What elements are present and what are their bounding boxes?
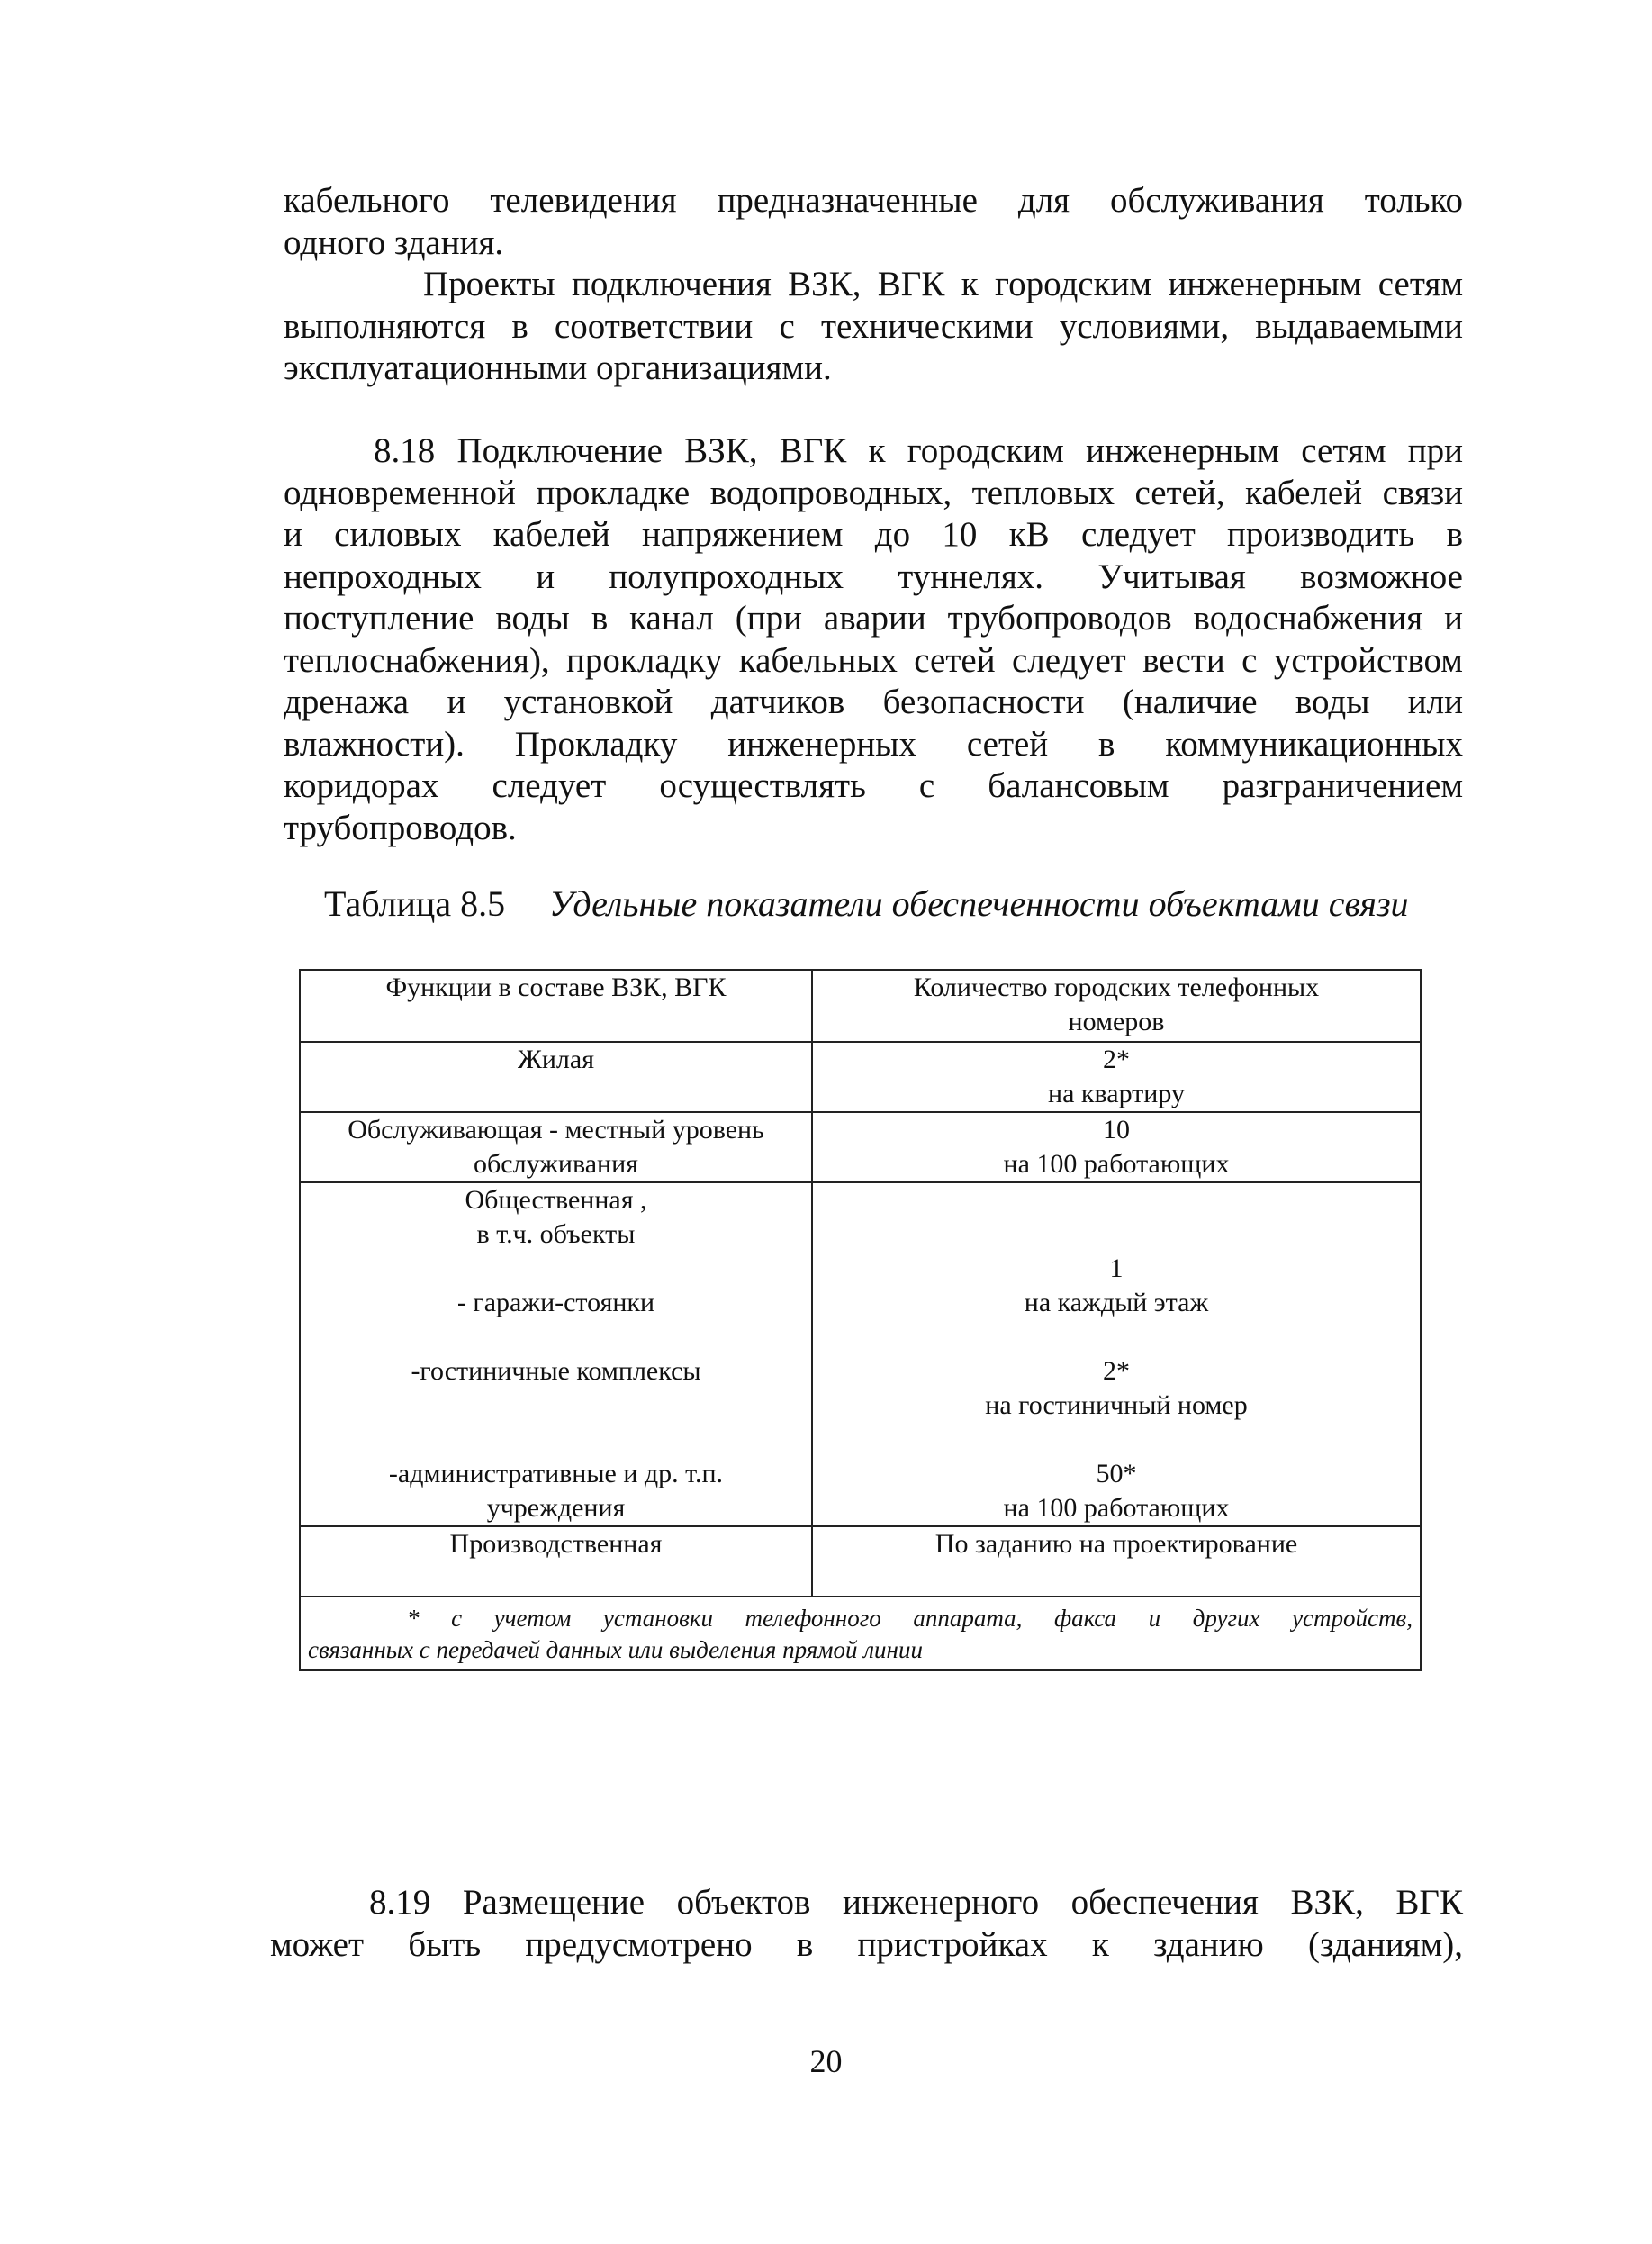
text-line: трубопроводов. [284, 808, 517, 847]
paragraph-cable-tv [284, 180, 1463, 264]
text-line: коридорах следует осуществлять с балансовым разграничением [284, 766, 1463, 805]
text-line: выполняются в соответствии с техническими условиями, выдаваемыми [284, 306, 1463, 346]
table-caption-number: Таблица 8.5 [324, 883, 506, 924]
cell-text: на 100 работающих [1003, 1149, 1230, 1179]
cell-text: Обслуживающая - местный уровень [348, 1115, 764, 1145]
cell-text: Жилая [517, 1045, 595, 1074]
table-row [300, 1526, 1421, 1597]
cell-text: на гостиничный номер [985, 1390, 1248, 1420]
row-name-service [300, 1112, 812, 1182]
row-value-public [812, 1182, 1421, 1526]
cell-text: на квартиру [1048, 1079, 1185, 1108]
table-header-row [300, 970, 1421, 1042]
cell-text: на 100 работающих [1003, 1493, 1230, 1523]
paragraph-8-18 [284, 430, 1463, 849]
cell-text: -административные и др. т.п. [388, 1459, 724, 1488]
table-footnote [300, 1597, 1421, 1670]
table-caption-title: Удельные показатели обеспеченности объектами связи [549, 883, 1409, 924]
spacer [818, 1320, 1414, 1354]
table-caption [324, 882, 1409, 925]
header-numbers-line1: Количество городских телефонных [913, 973, 1320, 1002]
cell-text: -гостиничные комплексы [411, 1356, 701, 1386]
page-number: 20 [809, 2043, 843, 2079]
cell-text: обслуживания [474, 1149, 638, 1179]
text-line: влажности). Прокладку инженерных сетей в коммуникационных [284, 724, 1463, 764]
text-line: и силовых кабелей напряжением до 10 кВ следует производить в [284, 515, 1463, 554]
header-cell-functions [300, 970, 812, 1042]
cell-text: на каждый этаж [1024, 1288, 1209, 1317]
row-value-residential [812, 1042, 1421, 1112]
row-name-residential [300, 1042, 812, 1112]
cell-text: 2* [1103, 1045, 1130, 1074]
header-functions: Функции в составе ВЗК, ВГК [385, 973, 727, 1002]
row-name-public [300, 1182, 812, 1526]
communication-table [299, 969, 1422, 1671]
row-name-industrial [300, 1526, 812, 1597]
text-line: Проекты подключения ВЗК, ВГК к городским инженерным сетям [423, 265, 1463, 303]
table-row [300, 1182, 1421, 1526]
spacer [818, 1183, 1414, 1217]
row-value-service [812, 1112, 1421, 1182]
text-line: может быть предусмотрено в пристройках к зданию (зданиям), [270, 1924, 1463, 1964]
text-line: одновременной прокладке водопроводных, тепловых сетей, кабелей связи [284, 473, 1463, 512]
cell-text: учреждения [486, 1493, 626, 1523]
table-footnote-row [300, 1597, 1421, 1670]
cell-text: Производственная [449, 1529, 663, 1559]
cell-text: в т.ч. объекты [476, 1219, 636, 1249]
cell-text: Общественная , [465, 1185, 647, 1215]
cell-text: 50* [1096, 1459, 1137, 1488]
text-line: 8.18 Подключение ВЗК, ВГК к городским инженерным сетям при [374, 431, 1463, 470]
text-line: кабельного телевидения предназначенные для обслуживания только [284, 181, 1463, 220]
table-row [300, 1042, 1421, 1112]
footnote-line: * с учетом установки телефонного аппарата, факса и других устройств, [407, 1605, 1413, 1632]
text-line: непроходных и полупроходных туннелях. Учитывая возможное [284, 556, 1463, 596]
text-line: теплоснабжения), прокладку кабельных сетей следует вести с устройством [284, 640, 1463, 680]
text-line: дренажа и установкой датчиков безопасности (наличие воды или [284, 683, 1463, 721]
text-line: поступление воды в канал (при аварии трубопроводов водоснабжения и [284, 599, 1463, 638]
cell-text: 10 [1103, 1115, 1130, 1145]
spacer [306, 1320, 806, 1354]
spacer [306, 1389, 806, 1423]
header-cell-numbers [812, 970, 1421, 1042]
cell-text: 1 [1109, 1253, 1124, 1283]
spacer [818, 1217, 1414, 1252]
text-line: одного здания. [284, 222, 504, 262]
cell-text: - гаражи-стоянки [456, 1288, 655, 1317]
text-line: 8.19 Размещение объектов инженерного обеспечения ВЗК, ВГК [369, 1883, 1463, 1922]
header-numbers-line2: номеров [1068, 1007, 1165, 1036]
spacer [306, 1252, 806, 1286]
spacer [818, 1423, 1414, 1457]
cell-text: По заданию на проектирование [934, 1529, 1298, 1559]
paragraph-8-19 [270, 1882, 1463, 1966]
spacer [306, 1423, 806, 1457]
text-line: эксплуатационными организациями. [284, 348, 832, 387]
footnote-line: связанных с передачей данных или выделения прямой линии [308, 1636, 923, 1663]
table-row [300, 1112, 1421, 1182]
paragraph-connection-projects [284, 264, 1463, 390]
row-value-industrial [812, 1526, 1421, 1597]
cell-text: 2* [1103, 1356, 1130, 1386]
